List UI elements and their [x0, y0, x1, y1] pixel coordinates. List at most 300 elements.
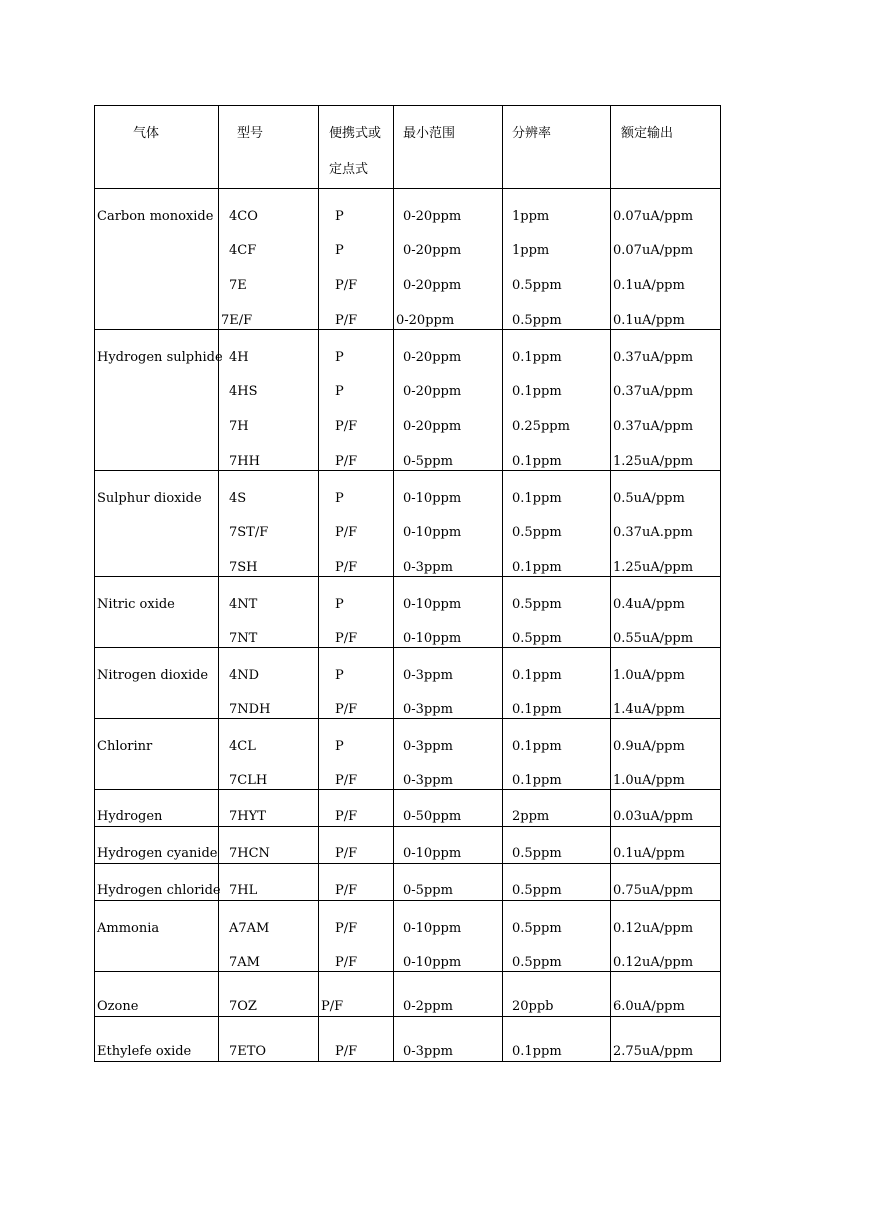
type-text: P/F: [335, 1044, 358, 1059]
output-cell: [611, 612, 721, 648]
range-text: 0-20ppm: [403, 209, 462, 224]
output-text: 0.12uA/ppm: [613, 921, 694, 936]
model-cell: [219, 790, 319, 827]
model-cell: [219, 719, 319, 755]
gas-name-cell: [95, 790, 219, 827]
table-row: [95, 1017, 721, 1062]
output-text: 1.25uA/ppm: [613, 454, 694, 469]
table-header-row: [95, 106, 721, 189]
range-text: 0-10ppm: [403, 921, 462, 936]
model-text: 4H: [229, 350, 249, 365]
gas-sensor-table: [94, 105, 721, 1062]
table-row: [95, 471, 721, 507]
output-cell: [611, 435, 721, 471]
type-text: P/F: [335, 846, 358, 861]
gas-name-cell: [95, 471, 219, 507]
gas-name-cell: [95, 936, 219, 972]
range-text: 0-50ppm: [403, 809, 462, 824]
header-type-line2: 定点式: [329, 162, 369, 177]
output-text: 0.37uA/ppm: [613, 350, 694, 365]
output-text: 1.4uA/ppm: [613, 702, 685, 717]
resolution-text: 0.5ppm: [512, 631, 562, 646]
gas-name-text: Ethylefe oxide: [97, 1044, 192, 1059]
range-cell: [394, 754, 503, 790]
gas-name-cell: [95, 827, 219, 864]
output-cell: [611, 294, 721, 330]
model-cell: [219, 506, 319, 541]
range-cell: [394, 719, 503, 755]
type-text: P/F: [321, 999, 344, 1014]
range-cell: [394, 365, 503, 400]
model-cell: [219, 259, 319, 294]
resolution-text: 1ppm: [512, 243, 550, 258]
gas-name-cell: [95, 400, 219, 435]
model-text: 7NDH: [229, 702, 271, 717]
resolution-text: 0.1ppm: [512, 560, 562, 575]
table-row: [95, 683, 721, 719]
output-text: 0.37uA/ppm: [613, 419, 694, 434]
model-text: 7E/F: [221, 313, 253, 328]
range-text: 0-3ppm: [403, 668, 453, 683]
model-cell: [219, 754, 319, 790]
model-text: 7HYT: [229, 809, 266, 824]
model-text: 7SH: [229, 560, 258, 575]
output-text: 0.37uA.ppm: [613, 525, 693, 540]
resolution-cell: [503, 790, 611, 827]
resolution-text: 2ppm: [512, 809, 550, 824]
output-text: 0.9uA/ppm: [613, 739, 685, 754]
range-text: 0-20ppm: [403, 419, 462, 434]
gas-name-cell: [95, 754, 219, 790]
gas-name-cell: [95, 224, 219, 259]
resolution-text: 0.5ppm: [512, 525, 562, 540]
output-cell: [611, 683, 721, 719]
type-text: P/F: [335, 883, 358, 898]
type-cell: [319, 901, 394, 937]
type-cell: [319, 224, 394, 259]
type-text: P/F: [335, 560, 358, 575]
output-text: 0.03uA/ppm: [613, 809, 694, 824]
gas-name-cell: [95, 612, 219, 648]
model-cell: [219, 400, 319, 435]
gas-name-cell: [95, 1017, 219, 1062]
output-text: 0.07uA/ppm: [613, 243, 694, 258]
output-cell: [611, 790, 721, 827]
output-cell: [611, 901, 721, 937]
output-cell: [611, 506, 721, 541]
range-cell: [394, 1017, 503, 1062]
type-text: P: [335, 243, 344, 258]
resolution-cell: [503, 612, 611, 648]
type-cell: [319, 400, 394, 435]
type-text: P/F: [335, 525, 358, 540]
resolution-cell: [503, 541, 611, 577]
table-row: [95, 506, 721, 541]
output-text: 0.37uA/ppm: [613, 384, 694, 399]
resolution-cell: [503, 294, 611, 330]
model-cell: [219, 972, 319, 1017]
resolution-cell: [503, 901, 611, 937]
gas-name-text: Sulphur dioxide: [97, 491, 202, 506]
range-cell: [394, 936, 503, 972]
model-text: 4S: [229, 491, 247, 506]
range-cell: [394, 612, 503, 648]
gas-name-cell: [95, 683, 219, 719]
type-text: P/F: [335, 702, 358, 717]
output-text: 1.25uA/ppm: [613, 560, 694, 575]
resolution-cell: [503, 648, 611, 684]
resolution-cell: [503, 189, 611, 225]
gas-name-text: Carbon monoxide: [97, 209, 214, 224]
range-text: 0-10ppm: [403, 631, 462, 646]
range-text: 0-3ppm: [403, 1044, 453, 1059]
gas-name-cell: [95, 189, 219, 225]
type-cell: [319, 189, 394, 225]
resolution-text: 0.1ppm: [512, 1044, 562, 1059]
gas-name-cell: [95, 365, 219, 400]
range-cell: [394, 471, 503, 507]
model-text: 4CF: [229, 243, 257, 258]
output-text: 2.75uA/ppm: [613, 1044, 694, 1059]
output-cell: [611, 224, 721, 259]
header-model: 型号: [219, 106, 319, 189]
output-text: 0.55uA/ppm: [613, 631, 694, 646]
resolution-cell: [503, 754, 611, 790]
model-cell: [219, 936, 319, 972]
output-cell: [611, 400, 721, 435]
output-cell: [611, 259, 721, 294]
output-cell: [611, 330, 721, 366]
type-cell: [319, 827, 394, 864]
resolution-text: 0.5ppm: [512, 955, 562, 970]
output-text: 0.1uA/ppm: [613, 846, 685, 861]
type-cell: [319, 972, 394, 1017]
resolution-text: 0.1ppm: [512, 350, 562, 365]
output-text: 0.4uA/ppm: [613, 597, 685, 612]
model-cell: [219, 189, 319, 225]
table-row: [95, 901, 721, 937]
resolution-text: 0.1ppm: [512, 454, 562, 469]
output-text: 0.1uA/ppm: [613, 313, 685, 328]
resolution-cell: [503, 683, 611, 719]
resolution-text: 0.5ppm: [512, 278, 562, 293]
type-text: P: [335, 209, 344, 224]
gas-name-cell: [95, 719, 219, 755]
model-text: 7E: [229, 278, 247, 293]
range-cell: [394, 901, 503, 937]
gas-name-cell: [95, 648, 219, 684]
type-text: P: [335, 350, 344, 365]
resolution-cell: [503, 471, 611, 507]
resolution-text: 0.5ppm: [512, 846, 562, 861]
type-cell: [319, 471, 394, 507]
model-cell: [219, 435, 319, 471]
resolution-cell: [503, 827, 611, 864]
type-text: P: [335, 491, 344, 506]
model-cell: [219, 864, 319, 901]
model-text: 7ST/F: [229, 525, 269, 540]
range-text: 0-3ppm: [403, 560, 453, 575]
resolution-text: 1ppm: [512, 209, 550, 224]
gas-name-text: Ozone: [97, 999, 139, 1014]
range-cell: [394, 577, 503, 613]
range-cell: [394, 259, 503, 294]
gas-name-cell: [95, 901, 219, 937]
header-resolution: 分辨率: [503, 106, 611, 189]
output-cell: [611, 1017, 721, 1062]
range-cell: [394, 864, 503, 901]
gas-name-cell: [95, 541, 219, 577]
type-cell: [319, 541, 394, 577]
model-text: 4CO: [229, 209, 258, 224]
output-cell: [611, 577, 721, 613]
model-text: 7CLH: [229, 773, 268, 788]
type-cell: [319, 294, 394, 330]
table-row: [95, 365, 721, 400]
output-cell: [611, 189, 721, 225]
gas-name-text: Hydrogen cyanide: [97, 846, 218, 861]
gas-name-text: Chlorinr: [97, 739, 153, 754]
gas-name-cell: [95, 259, 219, 294]
type-cell: [319, 330, 394, 366]
model-text: 4CL: [229, 739, 256, 754]
model-cell: [219, 365, 319, 400]
table-row: [95, 259, 721, 294]
table-row: [95, 577, 721, 613]
range-text: 0-10ppm: [403, 597, 462, 612]
resolution-cell: [503, 936, 611, 972]
range-text: 0-10ppm: [403, 491, 462, 506]
type-cell: [319, 435, 394, 471]
output-text: 0.5uA/ppm: [613, 491, 685, 506]
type-text: P/F: [335, 419, 358, 434]
header-gas: 气体: [95, 106, 219, 189]
header-output: 额定输出: [611, 106, 721, 189]
type-text: P/F: [335, 313, 358, 328]
output-cell: [611, 936, 721, 972]
gas-name-cell: [95, 294, 219, 330]
type-cell: [319, 577, 394, 613]
range-text: 0-20ppm: [403, 384, 462, 399]
gas-name-text: Hydrogen chloride: [97, 883, 221, 898]
output-text: 1.0uA/ppm: [613, 773, 685, 788]
model-text: 7AM: [229, 955, 260, 970]
header-type-line1: 便携式或: [329, 126, 382, 141]
table-row: [95, 541, 721, 577]
output-cell: [611, 471, 721, 507]
resolution-cell: [503, 330, 611, 366]
model-text: 4ND: [229, 668, 260, 683]
model-cell: [219, 471, 319, 507]
range-text: 0-10ppm: [403, 955, 462, 970]
table-row: [95, 224, 721, 259]
table-row: [95, 972, 721, 1017]
model-cell: [219, 901, 319, 937]
resolution-cell: [503, 1017, 611, 1062]
output-text: 0.75uA/ppm: [613, 883, 694, 898]
table-row: [95, 790, 721, 827]
type-cell: [319, 1017, 394, 1062]
resolution-text: 0.1ppm: [512, 702, 562, 717]
model-text: 7HCN: [229, 846, 270, 861]
range-cell: [394, 827, 503, 864]
type-text: P: [335, 597, 344, 612]
range-cell: [394, 189, 503, 225]
type-cell: [319, 648, 394, 684]
resolution-text: 0.1ppm: [512, 773, 562, 788]
gas-name-cell: [95, 435, 219, 471]
output-cell: [611, 754, 721, 790]
table-row: [95, 754, 721, 790]
resolution-cell: [503, 506, 611, 541]
header-range: 最小范围: [394, 106, 503, 189]
model-cell: [219, 683, 319, 719]
range-text: 0-5ppm: [403, 454, 453, 469]
model-cell: [219, 224, 319, 259]
resolution-text: 0.1ppm: [512, 491, 562, 506]
range-cell: [394, 648, 503, 684]
type-text: P/F: [335, 454, 358, 469]
gas-name-cell: [95, 330, 223, 366]
type-cell: [319, 506, 394, 541]
type-text: P/F: [335, 773, 358, 788]
gas-name-cell: [95, 506, 219, 541]
model-text: 7HH: [229, 454, 260, 469]
resolution-cell: [503, 719, 611, 755]
range-text: 0-20ppm: [396, 313, 455, 328]
output-text: 6.0uA/ppm: [613, 999, 685, 1014]
type-cell: [319, 936, 394, 972]
output-cell: [611, 648, 721, 684]
model-cell: [219, 1017, 319, 1062]
model-text: 4HS: [229, 384, 258, 399]
type-text: P: [335, 384, 344, 399]
range-text: 0-20ppm: [403, 243, 462, 258]
model-text: A7AM: [229, 921, 270, 936]
model-cell: [219, 612, 319, 648]
output-text: 0.12uA/ppm: [613, 955, 694, 970]
gas-name-text: Nitrogen dioxide: [97, 668, 209, 683]
range-text: 0-2ppm: [403, 999, 453, 1014]
model-cell: [219, 330, 319, 366]
resolution-text: 0.5ppm: [512, 883, 562, 898]
resolution-text: 0.5ppm: [512, 921, 562, 936]
output-cell: [611, 719, 721, 755]
gas-name-text: Nitric oxide: [97, 597, 175, 612]
type-text: P: [335, 739, 344, 754]
type-text: P: [335, 668, 344, 683]
range-cell: [394, 224, 503, 259]
output-text: 0.1uA/ppm: [613, 278, 685, 293]
resolution-cell: [503, 864, 611, 901]
resolution-text: 0.1ppm: [512, 668, 562, 683]
output-cell: [611, 541, 721, 577]
table-row: [95, 936, 721, 972]
output-cell: [611, 365, 721, 400]
resolution-text: 0.5ppm: [512, 313, 562, 328]
range-cell: [394, 330, 503, 366]
range-text: 0-10ppm: [403, 525, 462, 540]
model-cell: [219, 648, 319, 684]
resolution-cell: [503, 435, 611, 471]
output-text: 1.0uA/ppm: [613, 668, 685, 683]
table-row: [95, 827, 721, 864]
resolution-text: 0.1ppm: [512, 384, 562, 399]
type-text: P/F: [335, 921, 358, 936]
output-cell: [611, 864, 721, 901]
model-text: 7OZ: [229, 999, 257, 1014]
resolution-text: 20ppb: [512, 999, 554, 1014]
gas-name-text: Hydrogen sulphide: [97, 350, 223, 365]
model-text: 7H: [229, 419, 249, 434]
range-text: 0-10ppm: [403, 846, 462, 861]
gas-name-text: Ammonia: [97, 921, 160, 936]
gas-name-cell: [95, 864, 219, 901]
range-cell: [394, 435, 503, 471]
output-cell: [611, 827, 721, 864]
gas-name-cell: [95, 972, 219, 1017]
range-cell: [394, 400, 503, 435]
resolution-text: 0.1ppm: [512, 739, 562, 754]
table-row: [95, 294, 721, 330]
resolution-cell: [503, 365, 611, 400]
range-cell: [394, 972, 503, 1017]
table-row: [95, 719, 721, 755]
table-row: [95, 648, 721, 684]
model-cell: [219, 541, 319, 577]
model-text: 7ETO: [229, 1044, 267, 1059]
type-cell: [319, 259, 394, 294]
model-text: 7HL: [229, 883, 258, 898]
type-cell: [319, 754, 394, 790]
type-cell: [319, 719, 394, 755]
range-cell: [394, 541, 503, 577]
range-text: 0-5ppm: [403, 883, 453, 898]
model-text: 7NT: [229, 631, 258, 646]
type-cell: [319, 790, 394, 827]
type-text: P/F: [335, 955, 358, 970]
range-text: 0-20ppm: [403, 350, 462, 365]
type-cell: [319, 612, 394, 648]
type-cell: [319, 864, 394, 901]
type-cell: [319, 683, 394, 719]
table-row: [95, 612, 721, 648]
table-row: [95, 400, 721, 435]
range-cell: [394, 294, 503, 330]
resolution-cell: [503, 577, 611, 613]
table-row: [95, 189, 721, 225]
range-cell: [394, 506, 503, 541]
model-text: 4NT: [229, 597, 258, 612]
range-text: 0-3ppm: [403, 702, 453, 717]
type-text: P/F: [335, 278, 358, 293]
table-body: [95, 189, 721, 1062]
resolution-cell: [503, 259, 611, 294]
table-row: [95, 864, 721, 901]
gas-name-text: Hydrogen: [97, 809, 163, 824]
resolution-text: 0.5ppm: [512, 597, 562, 612]
output-text: 0.07uA/ppm: [613, 209, 694, 224]
resolution-cell: [503, 400, 611, 435]
type-cell: [319, 365, 394, 400]
range-cell: [394, 683, 503, 719]
type-text: P/F: [335, 631, 358, 646]
model-cell: [219, 577, 319, 613]
range-text: 0-20ppm: [403, 278, 462, 293]
header-type: [319, 106, 394, 189]
table-row: [95, 330, 721, 366]
model-cell: [219, 294, 319, 330]
